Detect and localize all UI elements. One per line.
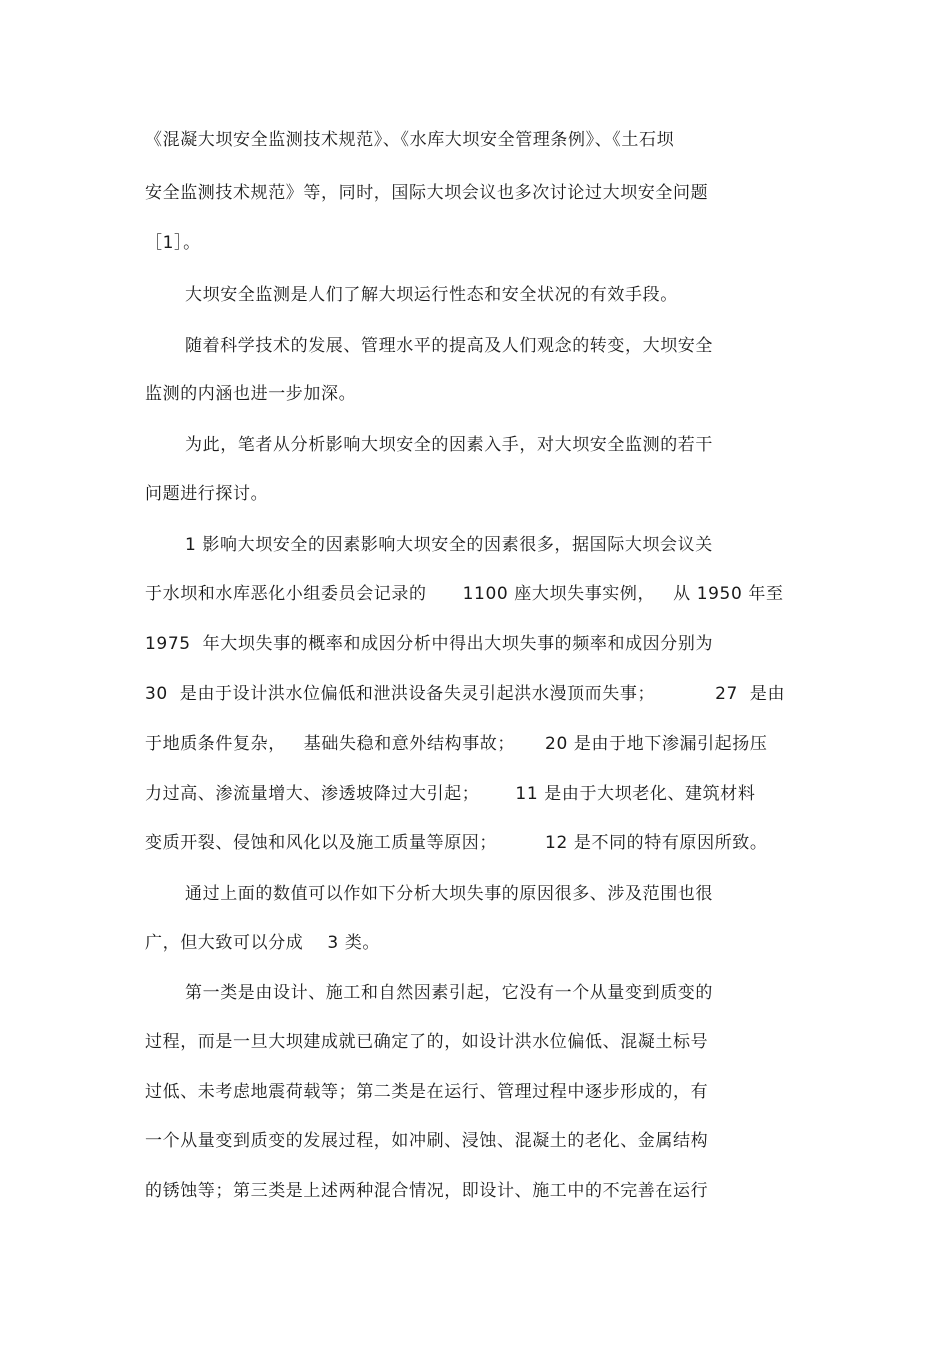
text-line-13: 于地质条件复杂， 基础失稳和意外结构事故； 20 是由于地下渗漏引起扬压 <box>145 734 768 754</box>
text-line-8: 问题进行探讨。 <box>145 484 269 504</box>
text-line-7: 为此，笔者从分析影响大坝安全的因素入手，对大坝安全监测的若干 <box>185 435 713 455</box>
text-line-11: 1975 年大坝失事的概率和成因分析中得出大坝失事的频率和成因分别为 <box>145 634 714 654</box>
text-line-15: 变质开裂、侵蚀和风化以及施工质量等原因； 12 是不同的特有原因所致。 <box>145 833 768 853</box>
text-line-3: ［1］。 <box>145 233 201 253</box>
text-line-6: 监测的内涵也进一步加深。 <box>145 384 357 404</box>
text-line-5: 随着科学技术的发展、管理水平的提高及人们观念的转变，大坝安全 <box>185 336 713 356</box>
text-line-17: 广，但大致可以分成 3 类。 <box>145 933 381 953</box>
text-line-12: 30 是由于设计洪水位偏低和泄洪设备失灵引起洪水漫顶而失事； 27 是由 <box>145 684 786 704</box>
text-line-2: 安全监测技术规范》等，同时，国际大坝会议也多次讨论过大坝安全问题 <box>145 183 709 203</box>
text-line-16: 通过上面的数值可以作如下分析大坝失事的原因很多、涉及范围也很 <box>185 884 713 904</box>
text-line-22: 的锈蚀等；第三类是上述两种混合情况，即设计、施工中的不完善在运行 <box>145 1181 709 1201</box>
text-line-4: 大坝安全监测是人们了解大坝运行性态和安全状况的有效手段。 <box>185 285 678 305</box>
text-line-14: 力过高、渗流量增大、渗透坡降过大引起； 11 是由于大坝老化、建筑材料 <box>145 784 756 804</box>
text-line-19: 过程，而是一旦大坝建成就已确定了的，如设计洪水位偏低、混凝土标号 <box>145 1032 709 1052</box>
text-line-9: 1 影响大坝安全的因素影响大坝安全的因素很多，据国际大坝会议关 <box>185 535 713 555</box>
text-line-1: 《混凝大坝安全监测技术规范》、《水库大坝安全管理条例》、《土石坝 <box>145 130 675 150</box>
text-line-20: 过低、未考虑地震荷载等；第二类是在运行、管理过程中逐步形成的，有 <box>145 1082 709 1102</box>
text-line-18: 第一类是由设计、施工和自然因素引起，它没有一个从量变到质变的 <box>185 983 713 1003</box>
text-line-21: 一个从量变到质变的发展过程，如冲刷、浸蚀、混凝土的老化、金属结构 <box>145 1131 709 1151</box>
text-line-10: 于水坝和水库恶化小组委员会记录的 1100 座大坝失事实例， 从 1950 年至 <box>145 584 784 604</box>
